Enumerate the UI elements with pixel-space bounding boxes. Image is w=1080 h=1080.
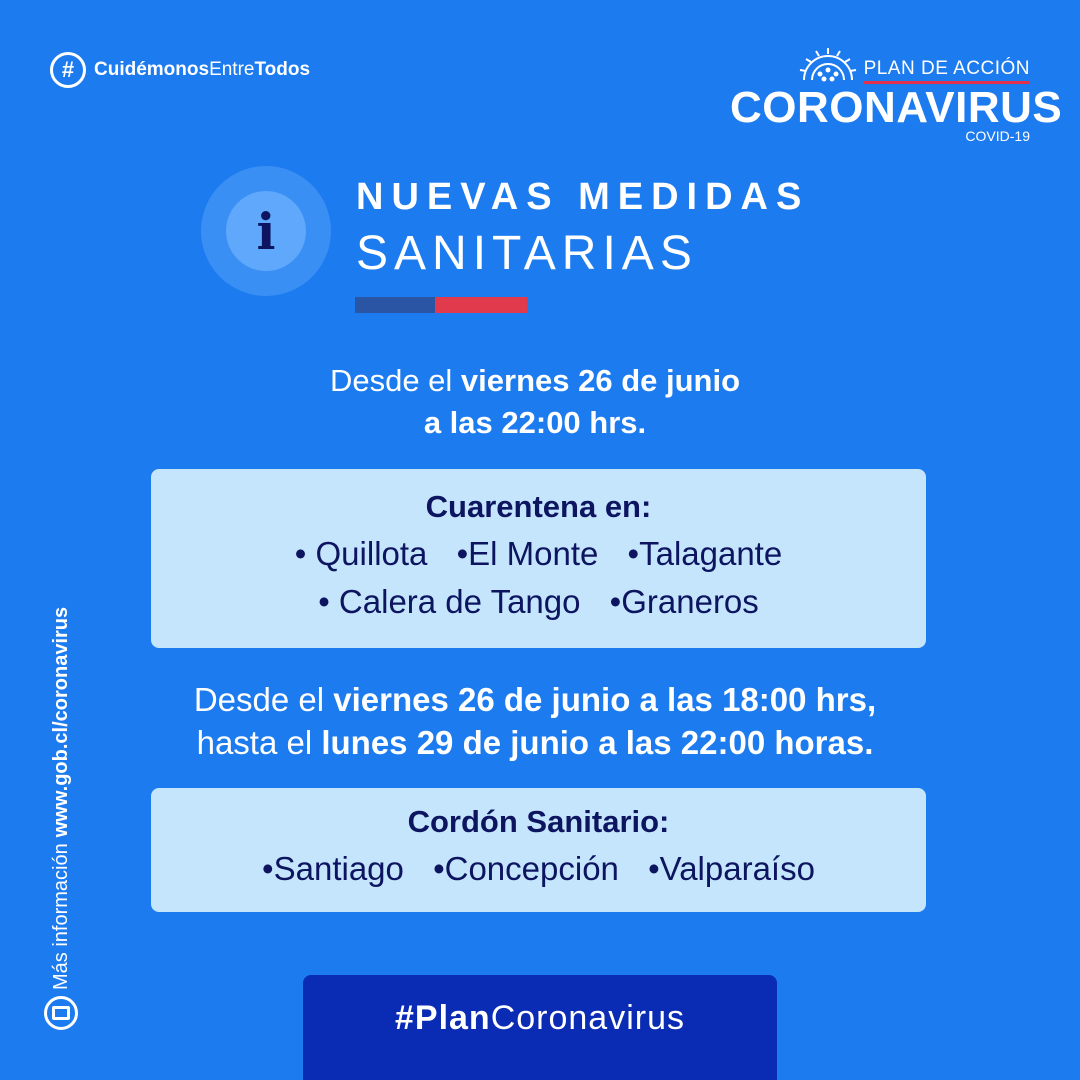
- list-item: •Graneros: [609, 583, 759, 620]
- cordon-box: [151, 788, 926, 912]
- logo-plan-text: PLAN DE ACCIÓN: [864, 58, 1030, 84]
- title-line1: NUEVAS MEDIDAS: [356, 176, 810, 218]
- cordon-row-1: [151, 850, 926, 888]
- flag-bar-blue: [355, 297, 435, 313]
- info-icon: i: [226, 191, 306, 271]
- list-item: •Santiago: [262, 850, 404, 887]
- info-badge: [201, 166, 331, 296]
- more-info-label: Más información: [49, 843, 72, 990]
- flag-bar-red: [435, 297, 527, 313]
- logo-covid-text: COVID-19: [965, 128, 1030, 144]
- hashtag-cuidemonos: [50, 52, 310, 88]
- list-item: •El Monte: [456, 535, 599, 572]
- title-line2: SANITARIAS: [356, 227, 698, 280]
- list-item: • Calera de Tango: [318, 583, 581, 620]
- phone-icon: [44, 996, 78, 1030]
- list-item: • Quillota: [294, 535, 428, 572]
- more-info-side: [44, 607, 78, 1030]
- more-info-url[interactable]: www.gob.cl/coronavirus: [49, 606, 72, 838]
- hashtag-icon: #: [50, 52, 86, 88]
- list-item: •Talagante: [627, 535, 783, 572]
- quarantine-row-2: [151, 583, 926, 621]
- hashtag-text: CuidémonosEntreTodos: [94, 59, 311, 80]
- cordon-date-range: Desde el viernes 26 de junio a las 18:00 hrs, hasta el lunes 29 de junio a las 22:00 horas.: [193, 681, 877, 761]
- quarantine-box: [151, 469, 926, 648]
- quarantine-row-1: [151, 535, 926, 573]
- quarantine-title: Cuarentena en:: [425, 489, 652, 524]
- plan-coronavirus-logo: [730, 46, 1063, 144]
- footer-hashtag: #Plan Coronavirus: [303, 975, 777, 1080]
- list-item: •Valparaíso: [648, 850, 815, 887]
- quarantine-start-date: Desde el viernes 26 de junio a las 22:00 hrs.: [329, 363, 741, 440]
- cordon-title: Cordón Sanitario:: [407, 804, 670, 839]
- list-item: •Concepción: [433, 850, 619, 887]
- logo-coronavirus-text: CORONAVIRUS: [730, 83, 1063, 132]
- sun-emblem-icon: [798, 46, 858, 84]
- flag-bar: [355, 297, 527, 313]
